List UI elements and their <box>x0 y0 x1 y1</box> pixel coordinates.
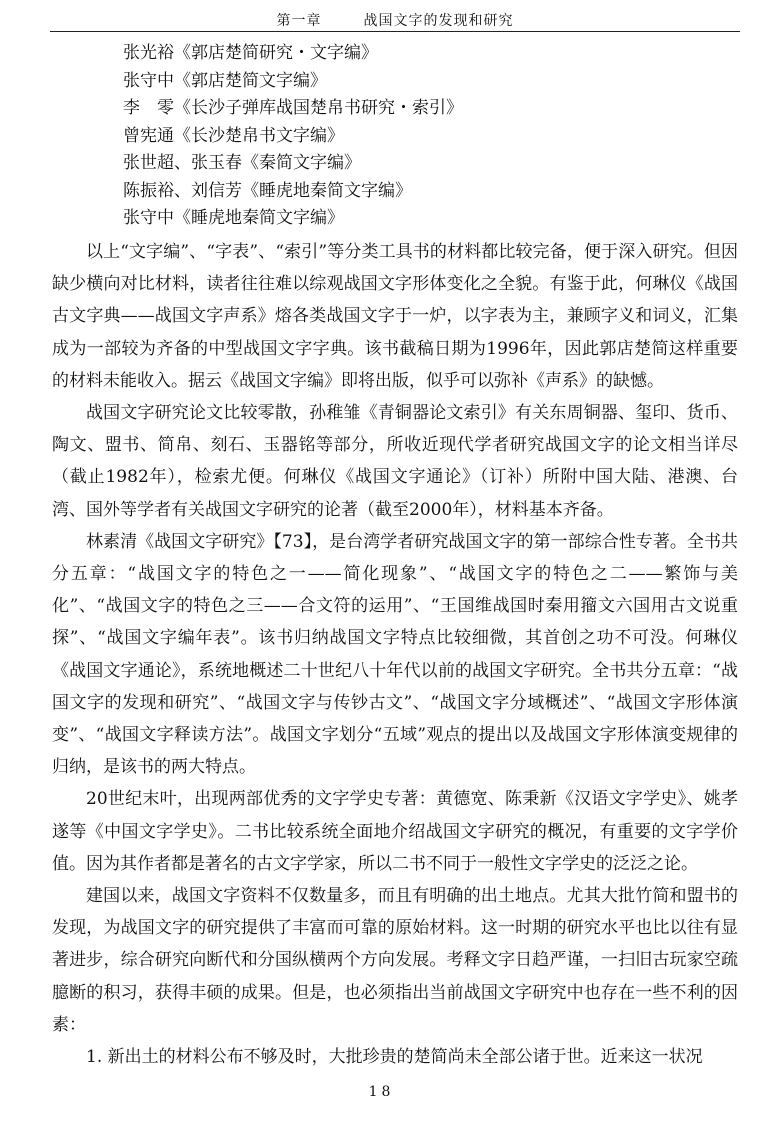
reference-item: 张守中《郭店楚简文字编》 <box>123 70 327 91</box>
body-text <box>52 236 738 1073</box>
page-number: 18 <box>368 1084 395 1100</box>
paragraph: 建国以来，战国文字资料不仅数量多，而且有明确的出土地点。尤其大批竹简和盟书的发现，为战国文字的研究提供了丰富而可靠的原始材料。这一时期的研究水平也比以往有显著进步，综合研究向断代和分国纵横两个方向发展。考释文字日趋严谨，一扫旧古玩家空疏臆断的积习，获得丰硕的成果。但是，也必须指出当前战国文字研究中也存在一些不利的因素： <box>52 886 738 1035</box>
reference-item: 张光裕《郭店楚简研究・文字编》 <box>123 43 378 63</box>
paragraph: 以上“文字编”、“字表”、“索引”等分类工具书的材料都比较完备，便于深入研究。但因缺少横向对比材料，读者往往难以综观战国文字形体变化之全貌。有鉴于此，何琳仪《战国古文字典——战国文字声系》熔各类战国文字于一炉，以字表为主，兼顾字义和词义，汇集成为一部较为齐备的中型战国文字字典。该书截稿日期为1996年，因此郭店楚简这样重要的材料未能收入。据云《战国文字编》即将出版，似乎可以弥补《声系》的缺憾。 <box>52 242 738 391</box>
reference-list <box>123 40 463 233</box>
header-rule <box>50 31 740 32</box>
chapter-title: 战国文字的发现和研究 <box>363 13 514 29</box>
running-header <box>50 10 740 30</box>
reference-item: 张世超、张玉春《秦简文字编》 <box>123 153 361 173</box>
reference-item: 李 零《长沙子弹库战国楚帛书研究・索引》 <box>123 98 463 118</box>
chapter-label: 第一章 <box>276 13 322 29</box>
paragraph: 战国文字研究论文比较零散，孙稚雏《青铜器论文索引》有关东周铜器、玺印、货币、陶文、盟书、简帛、刻石、玉器铭等部分，所收近现代学者研究战国文字的论文相当详尽（截止1982年），检索尤便。何琳仪《战国文字通论》（订补）所附中国大陆、港澳、台湾、国外等学者有关战国文字研究的论著（截至2000年），材料基本齐备。 <box>52 403 738 520</box>
reference-item: 张守中《睡虎地秦简文字编》 <box>123 208 344 228</box>
reference-item: 曾宪通《长沙楚帛书文字编》 <box>123 125 344 146</box>
paragraph: 20世纪末叶，出现两部优秀的文字学史专著：黄德宽、陈秉新《汉语文字学史》、姚孝遂等《中国文字学史》。二书比较系统全面地介绍战国文字研究的概况，有重要的文字学价值。因为其作者都是著名的古文字学家，所以二书不同于一般性文字学史的泛泛之论。 <box>52 789 738 874</box>
paragraph: 1. 新出土的材料公布不够及时，大批珍贵的楚简尚未全部公诸于世。近来这一状况 <box>86 1047 703 1068</box>
paragraph: 林素清《战国文字研究》【73】，是台湾学者研究战国文字的第一部综合性专著。全书共分五章：“战国文字的特色之一——简化现象”、“战国文字的特色之二——繁饰与美化”、“战国文字的特色之三——合文符的运用”、“王国维战国时秦用籀文六国用古文说重探”、“战国文字编年表”。该书归纳战国文字特点比较细微，其首创之功不可没。何琳仪《战国文字通论》，系统地概述二十世纪八十年代以前的战国文字研究。全书共分五章：“战国文字的发现和研究”、“战国文字与传钞古文”、“战国文字分域概述”、“战国文字形体演变”、“战国文字释读方法”。战国文字划分“五域”观点的提出以及战国文字形体演变规律的归纳，是该书的两大特点。 <box>52 531 738 778</box>
reference-item: 陈振裕、刘信芳《睡虎地秦简文字编》 <box>123 180 412 201</box>
